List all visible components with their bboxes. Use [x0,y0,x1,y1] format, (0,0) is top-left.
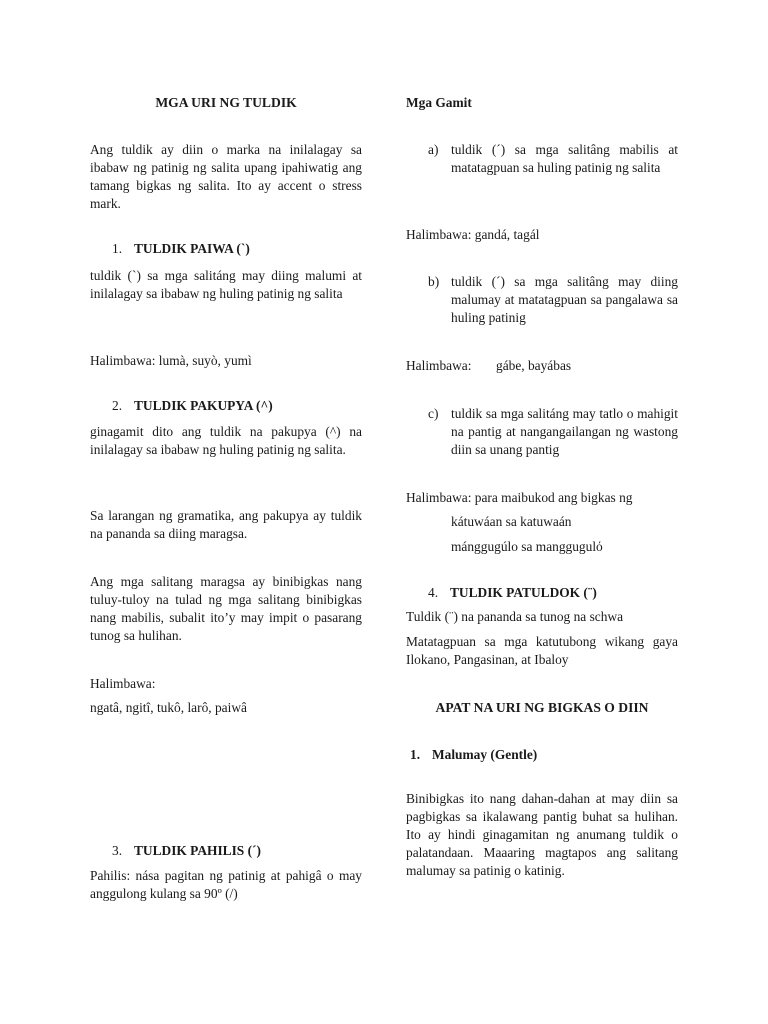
list-item-c-label: c) [428,406,439,421]
list-item-b-example [406,357,678,375]
section-1-example: Halimbawa: lumà, suyò, yumì [90,353,252,368]
section-2-description: ginagamit dito ang tuldik na pakupya (^) na inilalagay sa ibabaw ng huling patinig ng salita. [90,424,362,457]
section-2-paragraph-3: Ang mga salitang maragsa ay binibigkas nang tuluy-tuloy na tulad ng mga salitang binibigkas nang mabilis, subalit ito’y may impit o pasarang tunog sa hulihan. [90,574,362,643]
list-item-b-text: tuldik (´) sa mga salitâng may diing malumay at matatagpuan sa pangalawa sa huling patinig [451,274,678,325]
section-2-paragraph-2: Sa larangan ng gramatika, ang pakupya ay tuldik na pananda sa diing maragsa. [90,508,362,541]
list-item-c-example-line-3: mánggugúlo sa manggugulό [451,539,603,554]
list-item-a-text: tuldik (´) sa mga salitâng mabilis at matatagpuan sa huling patinig ng salita [451,142,678,175]
list-item-c-text: tuldik sa mga salitáng may tatlo o mahigit na pantig at nangangailangan ng wastong diin sa unang pantig [451,406,678,457]
right-title-2: APAT NA URI NG BIGKAS O DIIN [435,700,649,715]
left-title: MGA URI NG TULDIK [155,95,297,110]
malumay-description: Binibigkas ito nang dahan-dahan at may diin sa pagbigkas sa ikalawang pantig buhat sa hulihan. Ito ay hindi ginagamitan ng anumang tuldik o palatandaan. Maaaring magtapos ang salitang malumay sa patinig o katinig. [406,791,678,878]
section-1-description: tuldik (`) sa mga salitáng may diing malumi at inilalagay sa ibabaw ng huling patinig ng salita [90,268,362,301]
section-4-description: Tuldik (¨) na pananda sa tunog na schwa [406,609,624,624]
list-item-b [406,273,678,327]
list-item-c [406,405,678,459]
list-item-c-example: Halimbawa: para maibukod ang bigkas ng [406,490,633,505]
section-1-number: 1. [112,241,123,256]
section-3-heading [112,843,261,859]
section-3-description: Pahilis: nása pagitan ng patinig at pahigâ o may anggulong kulang sa 90º (/) [90,868,362,901]
list-item-a-example: Halimbawa: gandá, tagál [406,227,540,242]
list-item-b-example-words: gábe, bayábas [496,358,572,373]
section-4-number: 4. [428,585,439,600]
list-item-a-label: a) [428,142,439,157]
list-item-a [406,141,678,177]
list-item-c-example-line-2: kátuwáan sa katuwaán [451,514,572,529]
right-title: Mga Gamit [406,95,472,110]
section-4-heading [428,585,597,601]
section-2-example-label: Halimbawa: [90,676,156,691]
section-2-number: 2. [112,398,123,413]
section-2-example-words: ngatâ, ngitî, tukô, larô, paiwâ [90,700,247,715]
malumay-title: Malumay (Gentle) [432,747,538,762]
section-1-title: TULDIK PAIWA (`) [134,241,250,256]
section-3-title: TULDIK PAHILIS (´) [134,843,261,858]
malumay-number: 1. [410,747,421,762]
malumay-heading [410,747,537,763]
section-4-title: TULDIK PATULDOK (¨) [450,585,597,600]
section-2-title: TULDIK PAKUPYA (^) [134,398,273,413]
section-4-paragraph-2: Matatagpuan sa mga katutubong wikang gaya Ilokano, Pangasinan, at Ibaloy [406,634,678,667]
section-2-heading [112,398,273,414]
list-item-b-label: b) [428,274,440,289]
intro-paragraph: Ang tuldik ay diin o marka na inilalagay sa ibabaw ng patinig ng salita upang ipahiwatig ang tamang bigkas ng salita. Ito ay accent o stress mark. [90,142,362,211]
section-1-heading [112,241,250,257]
list-item-b-example-label: Halimbawa: [406,358,472,373]
section-3-number: 3. [112,843,123,858]
